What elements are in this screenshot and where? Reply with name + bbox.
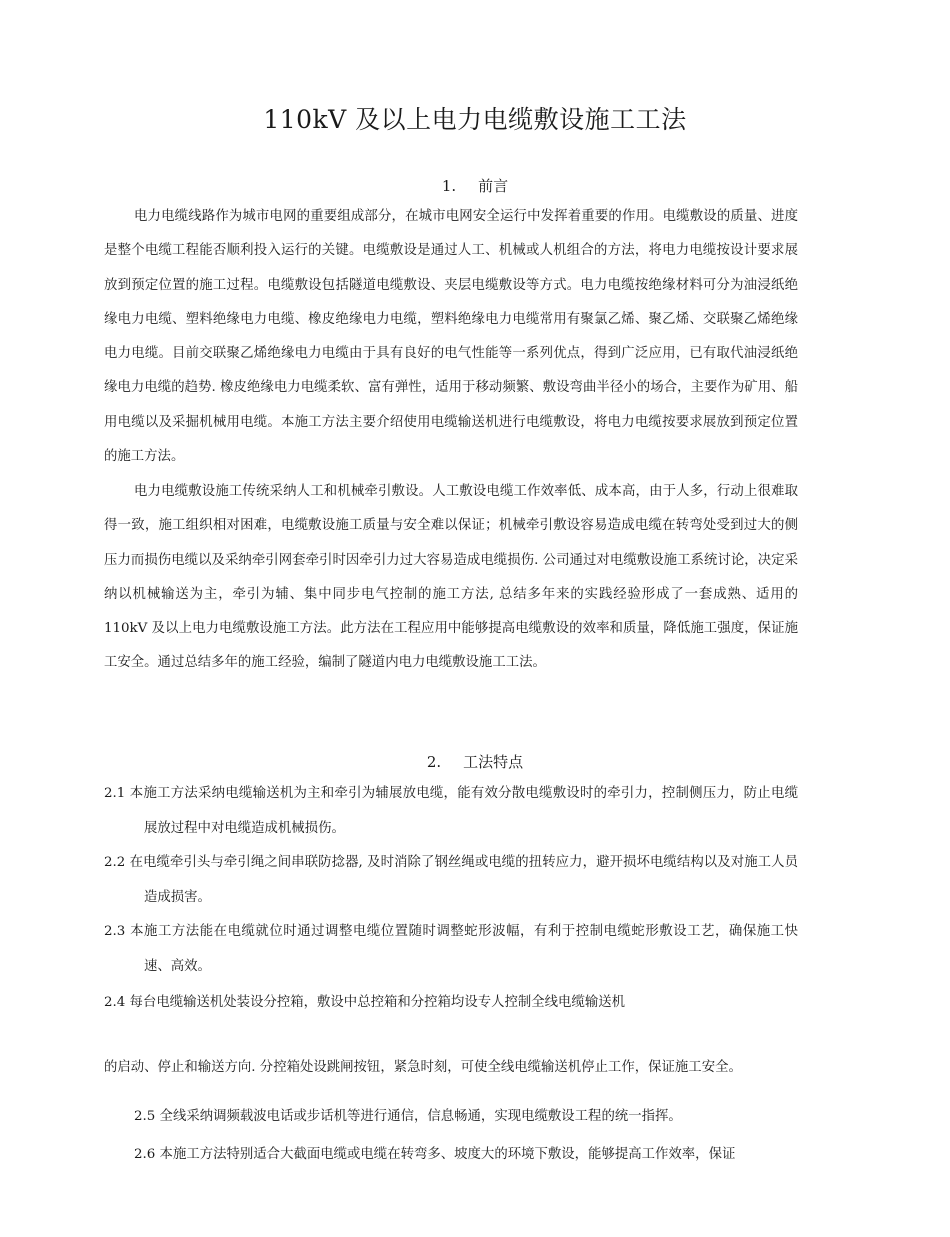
list-item-2-4: 2.4 每台电缆输送机处装设分控箱，敷设中总控箱和分控箱均设专人控制全线电缆输送机 — [104, 995, 626, 1010]
section-number: 2. — [426, 753, 442, 771]
list-item-2-6: 2.6 本施工方法特别适合大截面电缆或电缆在转弯多、坡度大的环境下敷设，能够提高工作效率，保证 — [134, 1147, 736, 1162]
section-heading-preface — [0, 176, 950, 196]
list-item-2-5: 2.5 全线采纳调频载波电话或步话机等进行通信，信息畅通，实现电缆敷设工程的统一指挥。 — [134, 1109, 682, 1124]
section-title: 工法特点 — [463, 753, 524, 771]
paragraph-preface-1: 电力电缆线路作为城市电网的重要组成部分，在城市电网安全运行中发挥着重要的作用。电缆敷设的质量、进度是整个电缆工程能否顺利投入运行的关键。电缆敷设是通过人工、机械或人机组合的方法，将电力电缆按设计要求展放到预定位置的施工过程。电缆敷设包括隧道电缆敷设、夹层电缆敷设等方式。电力电缆按绝缘材料可分为油浸纸绝缘电力电缆、塑料绝缘电力电缆、橡皮绝缘电力电缆，塑料绝缘电力电缆常用有聚氯乙烯、聚乙烯、交联聚乙烯绝缘电力电缆。目前交联聚乙烯绝缘电力电缆由于具有良好的电气性能等一系列优点，得到广泛应用，已有取代油浸纸绝缘电力电缆的趋势. 橡皮绝缘电力电缆柔软、富有弹性，适用于移动频繁、敷设弯曲半径小的场合，主要作为矿用、船用电缆以及采掘机械用电缆。本施工方法主要介绍使用电缆输送机进行电缆敷设，将电力电缆按要求展放到预定位置的施工方法。 — [104, 209, 798, 465]
section-heading-features — [0, 752, 950, 772]
list-item-2-3: 2.3 本施工方法能在电缆就位时通过调整电缆位置随时调整蛇形波幅，有利于控制电缆蛇形敷设工艺，确保施工快速、高效。 — [104, 924, 798, 974]
document-title: 110kV 及以上电力电缆敷设施工工法 — [263, 105, 687, 134]
paragraph-preface-2: 电力电缆敷设施工传统采纳人工和机械牵引敷设。人工敷设电缆工作效率低、成本高，由于人多，行动上很难取得一致，施工组织相对困难，电缆敷设施工质量与安全难以保证；机械牵引敷设容易造成电缆在转弯处受到过大的侧压力而损伤电缆以及采纳牵引网套牵引时因牵引力过大容易造成电缆损伤. 公司通过对电缆敷设施工系统讨论，决定采纳以机械输送为主，牵引为辅、集中同步电气控制的施工方法, 总结多年来的实践经验形成了一套成熟、适用的 110kV 及以上电力电缆敷设施工方法。此方法在工程应用中能够提高电缆敷设的效率和质量，降低施工强度，保证施工安全。通过总结多年的施工经验，编制了隧道内电力电缆敷设施工工法。 — [104, 484, 798, 671]
section-number: 1. — [441, 177, 457, 195]
list-item-2-1: 2.1 本施工方法采纳电缆输送机为主和牵引为辅展放电缆，能有效分散电缆敷设时的牵引力，控制侧压力，防止电缆展放过程中对电缆造成机械损伤。 — [104, 786, 798, 836]
list-item-2-2: 2.2 在电缆牵引头与牵引绳之间串联防捻器, 及时消除了钢丝绳或电缆的扭转应力，避开损坏电缆结构以及对施工人员造成损害。 — [104, 855, 798, 905]
list-item-2-4-continuation: 的启动、停止和输送方向. 分控箱处设跳闸按钮，紧急时刻，可使全线电缆输送机停止工作，保证施工安全。 — [104, 1060, 742, 1075]
section-title: 前言 — [478, 177, 509, 195]
